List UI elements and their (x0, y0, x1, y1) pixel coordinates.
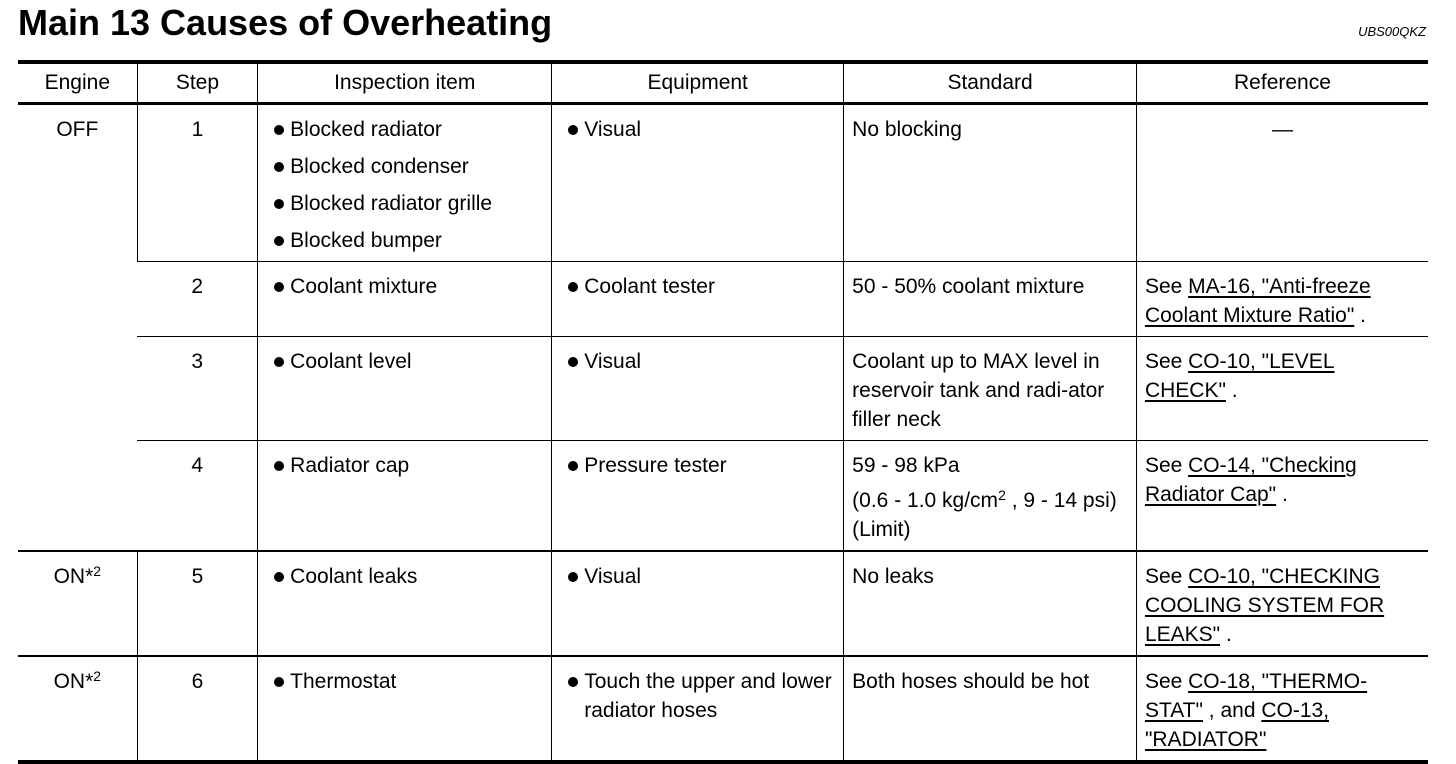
header-standard: Standard (844, 62, 1137, 104)
standard-cell: Coolant up to MAX level in reservoir tank and radi-ator filler neck (844, 337, 1137, 441)
reference-link-co18[interactable]: CO-18, "THERMO-STAT" (1144, 670, 1368, 722)
inspection-cell (258, 551, 552, 656)
document-code: UBS00QKZ (1358, 24, 1426, 39)
header-step: Step (137, 62, 258, 104)
equipment-item: Visual (560, 347, 835, 376)
reference-suffix: . (1276, 483, 1288, 506)
inspection-cell (258, 262, 552, 337)
table-row (18, 337, 1428, 441)
inspection-cell (258, 656, 552, 762)
equipment-cell (552, 441, 844, 552)
inspection-cell (258, 104, 552, 262)
reference-cell (1136, 262, 1428, 337)
header-engine: Engine (44, 71, 111, 94)
inspection-item: Coolant level (266, 347, 543, 376)
page-title: Main 13 Causes of Overheating (18, 2, 553, 43)
inspection-item: Coolant mixture (266, 272, 543, 301)
equipment-cell (552, 551, 844, 656)
inspection-cell (258, 441, 552, 552)
step-cell: 3 (191, 350, 203, 373)
engine-cell: OFF (56, 118, 99, 141)
standard-cell: No blocking (844, 104, 1137, 262)
table-row (18, 656, 1428, 762)
equipment-item: Coolant tester (560, 272, 835, 301)
inspection-item: Radiator cap (266, 451, 543, 480)
step-cell: 5 (137, 551, 258, 656)
table-header-row (18, 62, 1428, 104)
inspection-item: Thermostat (266, 667, 543, 696)
reference-suffix: . (1220, 623, 1232, 646)
equipment-item: Visual (560, 115, 835, 144)
reference-middle: , and (1202, 699, 1262, 722)
inspection-item: Blocked radiator grille (266, 189, 543, 218)
reference-suffix: . (1225, 379, 1238, 402)
reference-link-co10-leaks[interactable]: CO-10, "CHECKING COOLING SYSTEM FOR LEAKS" (1144, 565, 1385, 646)
inspection-item: Blocked condenser (266, 152, 543, 181)
reference-link-co13[interactable]: CO-13, "RADIATOR" (1144, 699, 1330, 751)
overheating-causes-table (18, 60, 1428, 764)
superscript: 2 (998, 487, 1006, 503)
equipment-item: Visual (560, 562, 835, 591)
table-row (18, 441, 1428, 552)
reference-prefix: See (1144, 670, 1189, 693)
reference-cell (1136, 656, 1428, 762)
equipment-item: Pressure tester (560, 451, 835, 480)
equipment-cell (552, 262, 844, 337)
reference-cell (1136, 337, 1428, 441)
step-cell: 4 (191, 454, 203, 477)
header-reference: Reference (1136, 62, 1428, 104)
step-cell: 1 (137, 104, 258, 262)
step-cell: 6 (137, 656, 258, 762)
superscript: 2 (93, 563, 102, 579)
engine-cell: ON*$^2$ (53, 563, 102, 588)
standard-line: (0.6 - 1.0 $kg/cm^2$ , 9 - 14 psi) (Limit) (852, 487, 1117, 541)
step-cell: 2 (191, 275, 203, 298)
reference-cell: — (1136, 104, 1428, 262)
reference-cell (1136, 551, 1428, 656)
standard-cell: 50 - 50% coolant mixture (844, 262, 1137, 337)
reference-prefix: See (1144, 275, 1189, 298)
standard-cell: Both hoses should be hot (844, 656, 1137, 762)
inspection-cell (258, 337, 552, 441)
reference-prefix: See (1144, 350, 1189, 373)
standard-cell: No leaks (844, 551, 1137, 656)
table-row (18, 104, 1428, 262)
superscript: 2 (93, 668, 102, 684)
equipment-cell (552, 104, 844, 262)
inspection-item: Blocked radiator (266, 115, 543, 144)
reference-link-co14[interactable]: CO-14, "Checking Radiator Cap" (1144, 454, 1357, 506)
standard-cell (844, 441, 1137, 552)
equipment-cell (552, 337, 844, 441)
standard-line: 59 - 98 kPa (852, 454, 960, 477)
reference-suffix: . (1354, 304, 1366, 327)
header-equipment: Equipment (552, 62, 844, 104)
reference-prefix: See (1144, 454, 1189, 477)
equipment-cell (552, 656, 844, 762)
engine-cell: ON*$^2$ (53, 668, 102, 693)
inspection-item: Blocked bumper (266, 226, 543, 255)
table-row (18, 262, 1428, 337)
header-inspection-item: Inspection item (258, 62, 552, 104)
reference-cell (1136, 441, 1428, 552)
reference-link-ma16[interactable]: MA-16, "Anti-freeze Coolant Mixture Ratio" (1144, 275, 1371, 327)
equipment-item: Touch the upper and lower radiator hoses (560, 667, 835, 725)
inspection-item: Coolant leaks (266, 562, 543, 591)
reference-link-co10-level[interactable]: CO-10, "LEVEL CHECK" (1144, 350, 1335, 402)
reference-prefix: See (1144, 565, 1189, 588)
table-row (18, 551, 1428, 656)
